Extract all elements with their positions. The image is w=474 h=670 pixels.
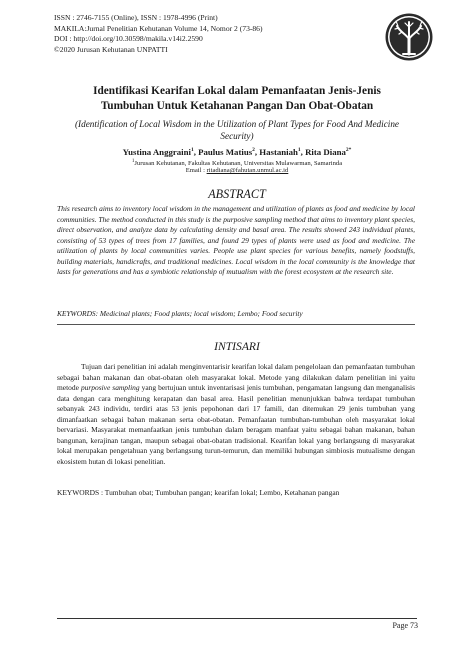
- intisari-keywords: KEYWORDS : Tumbuhan obat; Tumbuhan pangan; kearifan lokal; Lembo, Ketahanan pangan: [57, 488, 340, 497]
- issn-line: ISSN : 2746-7155 (Online), ISSN : 1978-4996 (Print): [54, 13, 218, 22]
- affiliation-text: Jurusan Kehutanan, Fakultas Kehutanan, Universitas Mulawarman, Samarinda: [134, 160, 343, 168]
- abstract-keywords: KEYWORDS: Medicinal plants; Food plants; local wisdom; Lembo; Food security: [57, 309, 303, 318]
- paper-subtitle: (Identification of Local Wisdom in the Utilization of Plant Types for Food And Medicine Security): [75, 119, 399, 142]
- title-line-2: Tumbuhan Untuk Ketahanan Pangan Dan Obat-Obatan: [100, 99, 374, 112]
- email-label: Email :: [185, 167, 205, 174]
- corresponding-email: [60, 166, 414, 175]
- author-name: Hastaniah: [259, 146, 298, 157]
- title-line-1: Identifikasi Kearifan Lokal dalam Pemanfaatan Jenis-Jenis: [93, 85, 381, 97]
- intisari-text-part1: Tujuan dari penelitian ini adalah menginventarisir kearifan lokal dalam pengelolaan dan pemanfaatan tumbuhan sebagai bahan makanan dan obat-obatan oleh masyarakat lokal. Metode yang dilakukan dalam penelitian ini yaitu metode: [57, 362, 415, 392]
- doi-line: DOI : http://doi.org/10.30598/makila.v14i2.2590: [54, 34, 203, 44]
- author-affiliation-mark: 2*: [345, 147, 352, 153]
- intisari-italic-term: purposive sampling: [80, 383, 140, 392]
- author-name: Yustina Anggraini: [122, 146, 191, 157]
- intisari-text-part2: yang bertujuan untuk inventarisasi jenis tumbuhan, pengamatan langsung dan menganalisis data dengan cara menghitung kerapatan dan basal area. Hasil penelitian menunjukkan bahwa terdapat tumbuhan sebanyak 243 individu, terdiri atas 53 jenis pepohonan dari 17 famili, dan ditemukan 29 jenis tumbuhan yang dimanfaatkan sebagai bahan makanan serta obat-obatan. Pemanfaatan tumbuhan-tumbuhan oleh masyarakat lokal bervariasi. Masyarakat memanfaatkan jenis tumbuhan dalam beragam manfaat yaitu sebagai bahan makanan, bahan bangunan, kerajinan tangan, maupun sebagai obat-obatan tradisional. Kearifan lokal yang berlangsung di masyarakat lokal merupakan pengetahuan yang berlangsung turun-temurun, dan memiliki hubungan simbiosis mutualisme dengan ekosistem hutan di lokasi penelitian.: [57, 383, 415, 466]
- paper-title: [60, 84, 414, 113]
- author-separator: ,: [254, 146, 260, 157]
- author-affiliation-mark: 1: [297, 147, 301, 153]
- author-affiliation-mark: 2: [252, 147, 255, 153]
- footer-divider: [57, 618, 417, 619]
- author-list: [60, 145, 414, 158]
- page-number: Page 73: [392, 621, 418, 630]
- author-name: Rita Diana: [305, 146, 346, 157]
- intisari-text: [57, 362, 415, 467]
- copyright-line: ©2020 Jurusan Kehutanan UNPATTI: [54, 44, 168, 54]
- abstract-text: This research aims to inventory local wisdom in the management and utilization of plants as food and medicine by local communities. The method conducted in this study is the purposive sampling method that aims to inventory plant species, direct observation, and analyze data by calculating density and basal area. The results showed 243 individual plants, consisting of 53 types of trees from 17 families, and found 29 types of plants were used as food and medicine. The utilization of plants by local communities varies. People use plant species for various benefits, namely foodstuffs, building materials, handicrafts, and traditional medicines. Local wisdom in the local community is the knowledge that lasts for generations and has a symbiotic relationship of mutualism with the forest ecosystem at the research site.: [57, 204, 415, 276]
- journal-name: MAKILA:Jurnal Penelitian Kehutanan Volume 14, Nomor 2 (73-86): [54, 23, 263, 33]
- abstract-heading: ABSTRACT: [208, 187, 266, 201]
- author-separator: ,: [193, 146, 199, 157]
- tree-logo-icon: [384, 12, 434, 62]
- email-link[interactable]: ritadiana@fahutan.unmul.ac.id: [206, 167, 289, 174]
- author-name: Paulus Matius: [198, 146, 253, 157]
- intisari-heading: INTISARI: [214, 340, 260, 353]
- author-affiliation-mark: 1: [190, 147, 194, 153]
- affiliation-mark: 1: [131, 159, 135, 164]
- section-divider: [57, 324, 415, 325]
- journal-meta: [54, 13, 263, 55]
- author-separator: ,: [300, 146, 306, 157]
